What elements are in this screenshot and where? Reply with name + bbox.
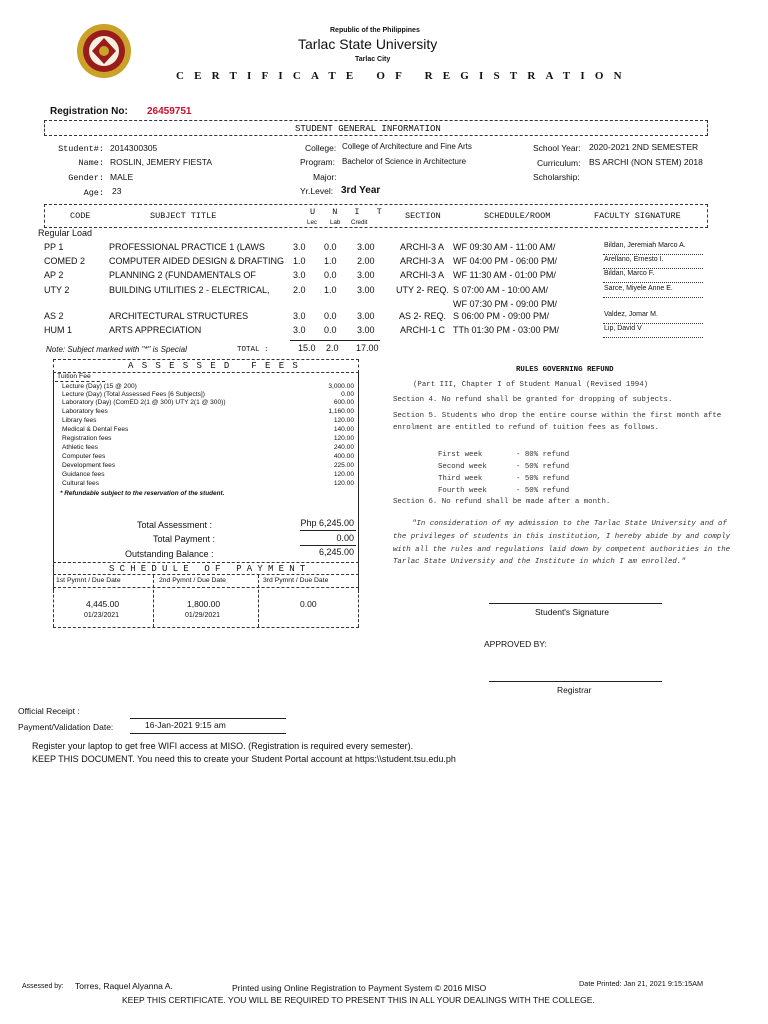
quote-line-2: the privileges of students in this institution, I hereby abide by and comply (393, 533, 731, 541)
date-printed: Date Printed: Jan 21, 2021 9:15:15AM (579, 979, 704, 988)
official-receipt-label: Official Receipt : (18, 706, 80, 716)
payment-date-label: Payment/Validation Date: (18, 722, 114, 732)
refund-week-1: First week (438, 451, 483, 459)
keep-document-notice: KEEP THIS DOCUMENT. You need this to create your Student Portal account at https:\\student.tsu.edu.ph (32, 754, 456, 764)
subject-code: AS 2 (44, 311, 64, 321)
fee-label: Athletic fees (62, 444, 98, 451)
subject-lec: 3.0 (293, 311, 306, 321)
total-label: TOTAL : (237, 346, 269, 354)
payment-amount-2: 1,800.00 (187, 599, 221, 609)
special-note: Note: Subject marked with "*" is Special (46, 345, 187, 354)
gender-value: MALE (110, 172, 134, 182)
subject-lab: 0.0 (324, 325, 337, 335)
col-schedule: SCHEDULE/ROOM (484, 211, 551, 221)
subject-row (44, 311, 724, 323)
quote-line-1: "In consideration of my admission to the Tarlac State University and of (412, 520, 727, 528)
faculty-signature-line (603, 337, 703, 338)
approved-by-label: APPROVED BY: (484, 639, 547, 649)
payment-amount-3: 0.00 (300, 599, 317, 609)
total-assessment-rule (300, 530, 356, 531)
subject-title: ARCHITECTURAL STRUCTURES (109, 311, 249, 321)
col-credit: Credit (351, 219, 368, 226)
payment-schedule-bottom (53, 627, 359, 628)
outstanding-balance-label: Outstanding Balance : (125, 549, 214, 559)
gender-label: Gender: (68, 173, 104, 183)
refund-week-2: Second week (438, 463, 487, 471)
subject-section: ARCHI-3 A (400, 270, 445, 280)
fee-amount: 600.00 (333, 399, 354, 406)
fee-row (62, 391, 354, 399)
scholarship-label: Scholarship: (533, 172, 580, 182)
printed-using-text: Printed using Online Registration to Payment System © 2016 MISO (232, 983, 487, 993)
name-label: Name: (78, 158, 104, 168)
fee-label: Computer fees (62, 453, 106, 460)
subject-section: ARCHI-3 A (400, 242, 445, 252)
assessed-by-label: Assessed by: (22, 983, 64, 990)
registrar-signature-line (489, 681, 662, 682)
subject-faculty: Lip, David V (604, 325, 642, 332)
refund-rate-1: - 80% refund (516, 451, 570, 459)
student-no-label: Student#: (58, 144, 104, 154)
fee-label: Laboratory fees (62, 408, 108, 415)
fee-label: Development fees (62, 462, 116, 469)
university-name: Tarlac State University (298, 36, 438, 52)
subject-schedule: S 06:00 PM - 09:00 PM/ (453, 311, 550, 321)
subject-title: BUILDING UTILITIES 2 - ELECTRICAL, (109, 285, 270, 295)
college-value: College of Architecture and Fine Arts (342, 142, 472, 151)
receipt-top-line (130, 718, 286, 719)
tuition-fee-label: Tuition Fee (57, 373, 91, 380)
subject-lec: 3.0 (293, 325, 306, 335)
refund-week-3: Third week (438, 475, 483, 483)
subject-schedule: TTh 01:30 PM - 03:00 PM/ (453, 325, 560, 335)
fee-label: Cultural fees (62, 480, 100, 487)
col-code: CODE (70, 211, 91, 221)
subject-section: ARCHI-3 A (400, 256, 445, 266)
fee-amount: 225.00 (333, 462, 354, 469)
subject-row (44, 242, 724, 254)
subject-row (44, 325, 724, 337)
faculty-signature-line (603, 297, 703, 298)
regular-load-label: Regular Load (38, 228, 93, 238)
fee-amount: 140.00 (333, 426, 354, 433)
faculty-signature-line (603, 282, 703, 283)
payment-date-value: 16-Jan-2021 9:15 am (145, 720, 226, 730)
total-payment-value: 0.00 (336, 533, 354, 543)
refund-rules-title: RULES GOVERNING REFUND (516, 366, 614, 374)
payment-left-border (53, 575, 54, 627)
fee-amount: 120.00 (333, 480, 354, 487)
fee-label: Lecture (Day) (15 @ 200) (62, 383, 137, 390)
program-label: Program: (300, 157, 335, 167)
republic-line: Republic of the Philippines (330, 27, 420, 34)
subject-row (44, 285, 724, 297)
outstanding-balance-value: 6,245.00 (318, 547, 354, 557)
fee-label: Registration fees (62, 435, 112, 442)
total-payment-label: Total Payment : (153, 534, 216, 544)
student-no-value: 2014300305 (110, 143, 158, 153)
col-section: SECTION (405, 211, 441, 221)
fee-row (62, 471, 354, 479)
fee-label: Guidance fees (62, 471, 105, 478)
fee-label: Laboratory (Day) (ComED 2(1 @ 300) UTY 2(1 @ 300)) (62, 399, 226, 406)
yrlevel-value: 3rd Year (341, 185, 381, 196)
subject-schedule: WF 04:00 PM - 06:00 PM/ (453, 256, 558, 266)
subject-credit: 2.00 (357, 256, 375, 266)
refund-section-5-line1: Section 5. Students who drop the entire course within the first month afte (393, 412, 722, 420)
total-assessment-value: Php 6,245.00 (300, 518, 354, 528)
col-faculty-signature: FACULTY SIGNATURE (594, 211, 681, 221)
fees-left-border (53, 373, 54, 593)
faculty-signature-line (603, 323, 703, 324)
quote-line-4: Tarlac State University and the Institute in which I am enrolled." (393, 558, 686, 566)
fee-row (62, 417, 354, 425)
payment-amount-1: 4,445.00 (86, 599, 120, 609)
subject-lab: 1.0 (324, 285, 337, 295)
subject-title: COMPUTER AIDED DESIGN & DRAFTING (109, 256, 285, 266)
student-signature-label: Student's Signature (535, 607, 609, 617)
payment-date-1: 01/23/2021 (84, 612, 120, 619)
age-label: Age: (83, 188, 104, 198)
subject-faculty: Bildan, Marco F. (604, 270, 655, 277)
subject-code: UTY 2 (44, 285, 70, 295)
refund-note: * Refundable subject to the reservation of the student. (60, 490, 225, 497)
subject-credit: 3.00 (357, 285, 375, 295)
receipt-bottom-line (130, 733, 286, 734)
schedule-of-payment-title: SCHEDULE OF PAYMENT (109, 564, 311, 574)
subject-title: ARTS APPRECIATION (109, 325, 202, 335)
university-seal-logo (76, 23, 132, 79)
yrlevel-label: Yr.Level: (300, 186, 334, 196)
subject-code: HUM 1 (44, 325, 73, 335)
subject-schedule: WF 09:30 AM - 11:00 AM/ (453, 242, 556, 252)
fee-label: Medical & Dental Fees (62, 426, 129, 433)
subject-lec: 2.0 (293, 285, 306, 295)
total-credit: 17.00 (356, 343, 379, 353)
subject-section: AS 2- REQ. (399, 311, 447, 321)
subject-lec: 3.0 (293, 270, 306, 280)
subject-code: AP 2 (44, 270, 64, 280)
subject-title: PROFESSIONAL PRACTICE 1 (LAWS (109, 242, 265, 252)
college-label: College: (305, 143, 337, 153)
payment-col-sep-1 (153, 575, 154, 627)
payment-col-2: 2nd Pymnt / Due Date (159, 577, 226, 584)
fee-row (62, 480, 354, 488)
subject-lab: 1.0 (324, 256, 337, 266)
total-lec: 15.0 (298, 343, 316, 353)
refund-week-4: Fourth week (438, 487, 487, 495)
total-payment-rule (300, 545, 356, 546)
total-assessment-label: Total Assessment : (137, 520, 213, 530)
assessed-by-value: Torres, Raquel Alyanna A. (75, 981, 173, 991)
wifi-notice: Register your laptop to get free WIFI access at MISO. (Registration is required every semester). (32, 741, 414, 751)
registration-number: 26459751 (147, 106, 192, 117)
school-year-value: 2020-2021 2ND SEMESTER (589, 142, 699, 152)
col-lec: Lec (307, 219, 317, 226)
total-lab: 2.0 (326, 343, 339, 353)
fee-row (62, 426, 354, 434)
fee-row (62, 399, 354, 407)
fee-amount: 240.00 (333, 444, 354, 451)
subject-lab: 0.0 (324, 311, 337, 321)
subject-faculty: Sarce, Miyele Anne E. (604, 285, 673, 292)
payment-right-border (358, 575, 359, 627)
subject-section: UTY 2- REQ. (396, 285, 449, 295)
city-line: Tarlac City (355, 56, 391, 63)
curriculum-label: Curriculum: (537, 158, 581, 168)
refund-section-4: Section 4. No refund shall be granted for dropping of subjects. (393, 396, 673, 404)
schedule-col-divider (53, 587, 359, 588)
refund-section-5-line2: enrolment are entitled to refund of tuition fees as follows. (393, 424, 660, 432)
student-signature-line (489, 603, 662, 604)
program-value: Bachelor of Science in Architecture (342, 157, 467, 166)
refund-section-6: Section 6. No refund shall be made after a month. (393, 498, 611, 506)
col-subject-title: SUBJECT TITLE (150, 211, 217, 221)
school-year-label: School Year: (533, 143, 581, 153)
certificate-title: CERTIFICATE OF REGISTRATION (176, 70, 632, 82)
refund-rate-2: - 50% refund (516, 463, 570, 471)
refund-rules-subtitle: (Part III, Chapter I of Student Manual (Revised 1994) (413, 381, 649, 389)
payment-col-sep-2 (258, 575, 259, 627)
registrar-label: Registrar (557, 685, 592, 695)
payment-col-3: 3rd Pymnt / Due Date (263, 577, 329, 584)
registration-label: Registration No: (50, 106, 128, 117)
curriculum-value: BS ARCHI (NON STEM) 2018 (589, 157, 703, 167)
fee-label: Library fees (62, 417, 97, 424)
subject-code: COMED 2 (44, 256, 86, 266)
age-value: 23 (112, 186, 122, 196)
totals-rule (290, 340, 380, 341)
subject-section: ARCHI-1 C (400, 325, 446, 335)
fee-row (62, 453, 354, 461)
subject-schedule: S 07:00 AM - 10:00 AM/ (453, 285, 549, 295)
major-label: Major: (313, 172, 337, 182)
refund-rate-4: - 50% refund (516, 487, 570, 495)
faculty-signature-line (603, 268, 703, 269)
subject-faculty: Valdez, Jomar M. (604, 311, 658, 318)
subject-credit: 3.00 (357, 270, 375, 280)
subject-row (44, 270, 724, 282)
fee-amount: 3,000.00 (328, 383, 354, 390)
col-unit: U N I T (310, 207, 388, 217)
fee-row (62, 435, 354, 443)
fee-amount: 120.00 (333, 435, 354, 442)
keep-certificate-notice: KEEP THIS CERTIFICATE. YOU WILL BE REQUIRED TO PRESENT THIS IN ALL YOUR DEALINGS WITH THE COLLEGE. (122, 995, 595, 1005)
subject-faculty: Arellano, Ernesto I. (604, 256, 664, 263)
subject-code: PP 1 (44, 242, 64, 252)
fee-row (62, 408, 354, 416)
subject-schedule: WF 11:30 AM - 01:00 PM/ (453, 270, 556, 280)
subject-lec: 1.0 (293, 256, 306, 266)
payment-date-2: 01/29/2021 (185, 612, 221, 619)
quote-line-3: with all the rules and regulations laid down by competent authorities in the (393, 546, 731, 554)
refund-rate-3: - 50% refund (516, 475, 570, 483)
subject-faculty: Bildan, Jeremiah Marco A. (604, 242, 686, 249)
student-info-title: STUDENT GENERAL INFORMATION (295, 124, 441, 134)
fee-amount: 120.00 (333, 417, 354, 424)
fee-amount: 120.00 (333, 471, 354, 478)
fee-amount: 1,160.00 (328, 408, 354, 415)
fee-row (62, 462, 354, 470)
fee-row (62, 383, 354, 391)
fee-row (62, 444, 354, 452)
student-name-value: ROSLIN, JEMERY FIESTA (110, 157, 213, 167)
subject-lec: 3.0 (293, 242, 306, 252)
subject-credit: 3.00 (357, 242, 375, 252)
fees-right-border (358, 373, 359, 593)
faculty-signature-line (603, 254, 703, 255)
subject-credit: 3.00 (357, 325, 375, 335)
fee-amount: 400.00 (333, 453, 354, 460)
col-lab: Lab (330, 219, 341, 226)
fee-amount: 0.00 (341, 391, 354, 398)
subject-lab: 0.0 (324, 242, 337, 252)
tuition-underline (55, 381, 105, 382)
subject-credit: 3.00 (357, 311, 375, 321)
fee-label: Lecture (Day) (Total Assessed Fees [6 Subjects]) (62, 391, 205, 398)
subject-title: PLANNING 2 (FUNDAMENTALS OF (109, 270, 256, 280)
subject-row (44, 256, 724, 268)
assessed-fees-title: ASSESSED FEES (128, 361, 307, 371)
payment-col-1: 1st Pymnt / Due Date (56, 577, 121, 584)
subject-lab: 0.0 (324, 270, 337, 280)
subject-schedule-line2: WF 07:30 PM - 09:00 PM/ (453, 299, 558, 309)
